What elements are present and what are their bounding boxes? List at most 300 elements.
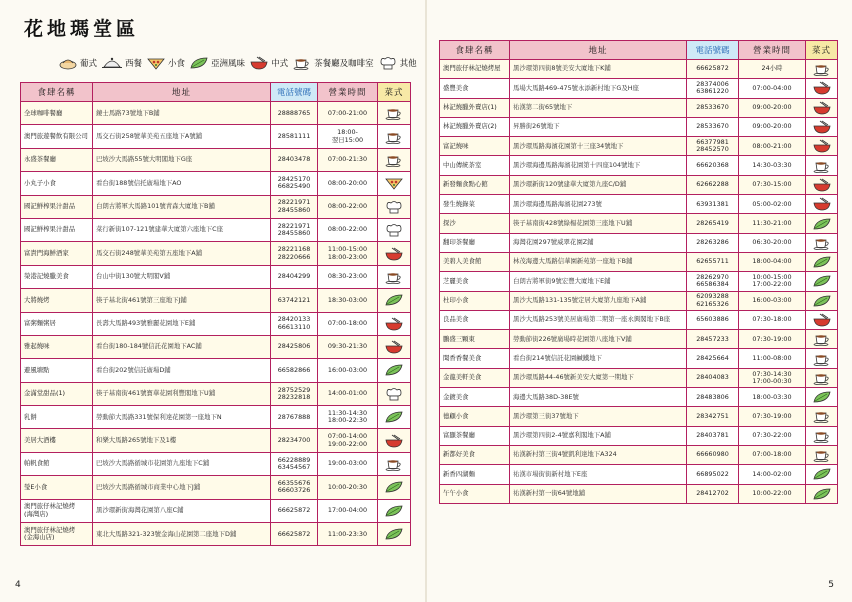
restaurant-hours: 18:30-03:00 bbox=[318, 289, 378, 312]
restaurant-phone: 66625872 bbox=[271, 499, 318, 522]
restaurant-hours: 09:30-21:30 bbox=[318, 335, 378, 358]
restaurant-name: 瑩E小食 bbox=[21, 476, 93, 499]
cuisine-type bbox=[806, 291, 838, 310]
bowl-icon bbox=[812, 313, 832, 327]
restaurant-phone: 28533670 bbox=[687, 98, 739, 117]
left-page bbox=[0, 0, 425, 602]
table-header bbox=[440, 41, 838, 60]
table-row bbox=[21, 265, 411, 288]
restaurant-phone: 66377981 28452570 bbox=[687, 137, 739, 156]
cuisine-type bbox=[378, 382, 411, 405]
restaurant-address: 黑沙環第四街8號美安大廈地下K鋪 bbox=[510, 60, 687, 79]
header-name: 食肆名稱 bbox=[21, 83, 93, 102]
restaurant-address: 黑沙環馬路44-46號新美安大廈第一期地下 bbox=[510, 368, 687, 387]
restaurant-name: 新香四湖麵 bbox=[440, 465, 510, 484]
table-row bbox=[21, 452, 411, 475]
restaurant-phone: 28425664 bbox=[687, 349, 739, 368]
bowl-icon bbox=[812, 120, 832, 134]
table-row bbox=[21, 382, 411, 405]
table-row bbox=[21, 172, 411, 195]
table-row bbox=[440, 79, 838, 98]
header-hours: 營業時間 bbox=[739, 41, 806, 60]
restaurant-phone: 28221971 28455860 bbox=[271, 195, 318, 218]
restaurant-hours: 11:30-21:00 bbox=[739, 214, 806, 233]
restaurant-address: 東北大馬路321-323號金海山花園第二座地下D鋪 bbox=[93, 523, 271, 546]
cup-icon bbox=[812, 409, 832, 423]
leaf-icon bbox=[384, 480, 404, 494]
leaf-icon bbox=[812, 390, 832, 404]
bread-icon bbox=[58, 56, 78, 70]
cuisine-type bbox=[806, 426, 838, 445]
restaurant-address: 和樂大馬路265號地下及1樓 bbox=[93, 429, 271, 452]
restaurant-table-right bbox=[439, 40, 838, 504]
cuisine-type bbox=[806, 233, 838, 252]
restaurant-phone: 28404083 bbox=[687, 368, 739, 387]
restaurant-address: 海邊大馬路38D-38E號 bbox=[510, 388, 687, 407]
restaurant-address: 黑沙環新街120號建華大廈第九座C/D鋪 bbox=[510, 175, 687, 194]
restaurant-name: 探沙 bbox=[440, 214, 510, 233]
restaurant-address: 黑沙環第三街37號地下 bbox=[510, 407, 687, 426]
restaurant-hours: 09:00-20:00 bbox=[739, 98, 806, 117]
restaurant-address: 黑沙環海邊馬路海濱花園第十四座104號地下 bbox=[510, 156, 687, 175]
restaurant-address: 黑沙環新街海灣花園第八座C鋪 bbox=[93, 499, 271, 522]
cuisine-type bbox=[378, 499, 411, 522]
restaurant-address: 筷子基南街461號寶華花園利豐閣地下U鋪 bbox=[93, 382, 271, 405]
table-row bbox=[440, 368, 838, 387]
table-row bbox=[440, 175, 838, 194]
restaurant-name: 富記燒味 bbox=[440, 137, 510, 156]
cup-icon bbox=[384, 270, 404, 284]
table-row bbox=[440, 60, 838, 79]
table-row bbox=[21, 312, 411, 335]
restaurant-table-left bbox=[20, 82, 411, 546]
table-header bbox=[21, 83, 411, 102]
restaurant-phone: 28374006 63861220 bbox=[687, 79, 739, 98]
restaurant-hours: 18:00-03:30 bbox=[739, 388, 806, 407]
table-row bbox=[21, 148, 411, 171]
restaurant-hours: 07:00-21:00 bbox=[318, 102, 378, 125]
restaurant-phone: 66625872 bbox=[687, 60, 739, 79]
legend-other: 其他 bbox=[378, 56, 417, 70]
restaurant-address: 巴坡沙大馬路循城市花園第九座地下C鋪 bbox=[93, 452, 271, 475]
cuisine-type bbox=[378, 289, 411, 312]
restaurant-hours: 10:00-20:30 bbox=[318, 476, 378, 499]
restaurant-hours: 11:00-08:00 bbox=[739, 349, 806, 368]
restaurant-hours: 07:30-15:00 bbox=[739, 175, 806, 194]
restaurant-address: 台山中街130號大明閣V鋪 bbox=[93, 265, 271, 288]
table-row bbox=[440, 156, 838, 175]
cuisine-type bbox=[806, 349, 838, 368]
bowl-icon bbox=[384, 340, 404, 354]
table-row bbox=[440, 330, 838, 349]
cuisine-type bbox=[378, 476, 411, 499]
restaurant-name: 避風塘點 bbox=[21, 359, 93, 382]
legend-portuguese: 葡式 bbox=[58, 56, 97, 70]
header-address: 地址 bbox=[93, 83, 271, 102]
restaurant-phone: 28425170 66825490 bbox=[271, 172, 318, 195]
table-row bbox=[21, 195, 411, 218]
cuisine-type bbox=[378, 265, 411, 288]
cuisine-type bbox=[806, 252, 838, 271]
legend-snacks: 小食 bbox=[146, 56, 185, 70]
legend-cafe: 茶餐廳及咖啡室 bbox=[292, 56, 374, 70]
page-title: 花地瑪堂區 bbox=[24, 18, 140, 40]
restaurant-name: 大將燒烤 bbox=[21, 289, 93, 312]
cuisine-type bbox=[806, 60, 838, 79]
cake-icon bbox=[378, 56, 398, 70]
cup-icon bbox=[812, 448, 832, 462]
bowl-icon bbox=[812, 139, 832, 153]
restaurant-phone: 66228889 63454567 bbox=[271, 452, 318, 475]
restaurant-hours: 11:00-15:00 18:00-23:00 bbox=[318, 242, 378, 265]
header-hours: 營業時間 bbox=[318, 83, 378, 102]
cuisine-type bbox=[378, 125, 411, 148]
header-type: 菜式 bbox=[378, 83, 411, 102]
table-row bbox=[21, 406, 411, 429]
restaurant-phone: 28263286 bbox=[687, 233, 739, 252]
cuisine-type bbox=[806, 272, 838, 291]
cup-icon bbox=[384, 106, 404, 120]
leaf-icon bbox=[812, 467, 832, 481]
cuisine-type bbox=[378, 195, 411, 218]
restaurant-hours: 07:00-21:30 bbox=[318, 148, 378, 171]
restaurant-phone: 28234700 bbox=[271, 429, 318, 452]
leaf-icon bbox=[189, 56, 209, 70]
restaurant-phone: 66620368 bbox=[687, 156, 739, 175]
restaurant-phone: 28457233 bbox=[687, 330, 739, 349]
restaurant-name: 澳門旅仔林記燒烤 (海灣店) bbox=[21, 499, 93, 522]
cuisine-type bbox=[806, 156, 838, 175]
right-page bbox=[427, 0, 852, 602]
restaurant-hours: 08:00-22:00 bbox=[318, 195, 378, 218]
cake-icon bbox=[384, 223, 404, 237]
restaurant-phone: 62093288 62165326 bbox=[687, 291, 739, 310]
restaurant-address: 黑沙環馬路海濱花園第十三座34號地下 bbox=[510, 137, 687, 156]
restaurant-hours: 07:30-19:00 bbox=[739, 407, 806, 426]
restaurant-name: 小丸子小食 bbox=[21, 172, 93, 195]
restaurant-name: 富粥麵粥居 bbox=[21, 312, 93, 335]
restaurant-phone: 28533670 bbox=[687, 117, 739, 136]
restaurant-address: 馬場大馬路469-475號永添新村地下G及H座 bbox=[510, 79, 687, 98]
leaf-icon bbox=[812, 217, 832, 231]
bowl-icon bbox=[249, 56, 269, 70]
restaurant-hours: 14:00-01:00 bbox=[318, 382, 378, 405]
header-type: 菜式 bbox=[806, 41, 838, 60]
cuisine-legend bbox=[58, 56, 421, 70]
leaf-icon bbox=[384, 527, 404, 541]
restaurant-address: 林茂海邊大馬路信華園新苑第一座地下B鋪 bbox=[510, 252, 687, 271]
cup-icon bbox=[812, 371, 832, 385]
bowl-icon bbox=[812, 197, 832, 211]
cuisine-type bbox=[378, 429, 411, 452]
restaurant-hours: 18:00- 翌日15:00 bbox=[318, 125, 378, 148]
legend-chinese: 中式 bbox=[249, 56, 288, 70]
leaf-icon bbox=[812, 255, 832, 269]
cup-icon bbox=[812, 429, 832, 443]
cuisine-type bbox=[378, 359, 411, 382]
restaurant-phone: 66355676 66603726 bbox=[271, 476, 318, 499]
restaurant-phone: 28221971 28455860 bbox=[271, 218, 318, 241]
bowl-icon bbox=[812, 101, 832, 115]
cuisine-type bbox=[806, 98, 838, 117]
restaurant-phone: 28342751 bbox=[687, 407, 739, 426]
restaurant-name: 富顯茶餐廳 bbox=[440, 426, 510, 445]
cuisine-type bbox=[806, 310, 838, 329]
restaurant-name: 金鍍美食 bbox=[440, 388, 510, 407]
header-address: 地址 bbox=[510, 41, 687, 60]
restaurant-name: 鵬盛三顆東 bbox=[440, 330, 510, 349]
table-row bbox=[440, 445, 838, 464]
restaurant-address: 昇勝街26號地下 bbox=[510, 117, 687, 136]
restaurant-address: 筷子基南街428號綠楊花園第三座地下U鋪 bbox=[510, 214, 687, 233]
restaurant-hours: 08:00-21:00 bbox=[739, 137, 806, 156]
leaf-icon bbox=[812, 274, 832, 288]
pizza-icon bbox=[384, 176, 404, 190]
cuisine-type bbox=[806, 137, 838, 156]
restaurant-hours: 10:00-15:00 17:00-22:00 bbox=[739, 272, 806, 291]
restaurant-address: 祐漢第二街65號地下 bbox=[510, 98, 687, 117]
cake-icon bbox=[384, 200, 404, 214]
restaurant-hours: 07:00-14:00 19:00-22:00 bbox=[318, 429, 378, 452]
table-row bbox=[440, 310, 838, 329]
cuisine-type bbox=[378, 406, 411, 429]
restaurant-hours: 16:00-03:00 bbox=[739, 291, 806, 310]
restaurant-address: 菜行新街107-121號建華大廈第六座地下C座 bbox=[93, 218, 271, 241]
cuisine-type bbox=[806, 79, 838, 98]
restaurant-address: 祐漢市場街街新村地下E座 bbox=[510, 465, 687, 484]
table-row bbox=[440, 407, 838, 426]
restaurant-phone: 28767888 bbox=[271, 406, 318, 429]
table-row bbox=[21, 359, 411, 382]
table-row bbox=[21, 523, 411, 546]
bowl-icon bbox=[384, 317, 404, 331]
restaurant-name: 新發麵食點心館 bbox=[440, 175, 510, 194]
table-row bbox=[21, 289, 411, 312]
table-row bbox=[21, 218, 411, 241]
header-phone: 電話號碼 bbox=[687, 41, 739, 60]
restaurant-hours: 07:30-14:30 17:00-00:30 bbox=[739, 368, 806, 387]
restaurant-name: 永盛茶餐廳 bbox=[21, 148, 93, 171]
restaurant-phone: 28262970 66586384 bbox=[687, 272, 739, 291]
restaurant-hours: 08:00-20:00 bbox=[318, 172, 378, 195]
cuisine-type bbox=[806, 195, 838, 214]
restaurant-name: 中山傳統茶室 bbox=[440, 156, 510, 175]
restaurant-address: 鏡士馬路73號地下B鋪 bbox=[93, 102, 271, 125]
leaf-icon bbox=[384, 363, 404, 377]
restaurant-hours: 07:00-04:00 bbox=[739, 79, 806, 98]
restaurant-hours: 10:00-22:00 bbox=[739, 484, 806, 503]
restaurant-address: 白朗古將軍街9號宏豐大廈地下E鋪 bbox=[510, 272, 687, 291]
restaurant-address: 巴坡沙大馬路循城市商業中心地下J鋪 bbox=[93, 476, 271, 499]
cuisine-type bbox=[378, 172, 411, 195]
restaurant-name: 林記燒臘外賣店(1) bbox=[440, 98, 510, 117]
table-row bbox=[21, 429, 411, 452]
restaurant-phone: 66660980 bbox=[687, 445, 739, 464]
restaurant-address: 看台街188號信托廣場地下AO bbox=[93, 172, 271, 195]
cake-icon bbox=[384, 387, 404, 401]
restaurant-phone: 65603886 bbox=[687, 310, 739, 329]
page-number-right: 5 bbox=[828, 580, 834, 590]
cup-icon bbox=[292, 56, 312, 70]
leaf-icon bbox=[812, 294, 832, 308]
table-row bbox=[21, 499, 411, 522]
cuisine-type bbox=[806, 407, 838, 426]
restaurant-hours: 08:00-22:00 bbox=[318, 218, 378, 241]
restaurant-phone: 63742121 bbox=[271, 289, 318, 312]
restaurant-name: 午午小食 bbox=[440, 484, 510, 503]
table-row bbox=[440, 233, 838, 252]
cuisine-type bbox=[806, 465, 838, 484]
table-row bbox=[21, 242, 411, 265]
cuisine-type bbox=[378, 452, 411, 475]
restaurant-phone: 28483806 bbox=[687, 388, 739, 407]
restaurant-phone: 28221168 28220666 bbox=[271, 242, 318, 265]
restaurant-address: 馬交石街258號華美苑五座地下A號鋪 bbox=[93, 125, 271, 148]
table-row bbox=[440, 272, 838, 291]
header-name: 食肆名稱 bbox=[440, 41, 510, 60]
restaurant-name: 美碧人美食館 bbox=[440, 252, 510, 271]
restaurant-name: 良品美食 bbox=[440, 310, 510, 329]
bowl-icon bbox=[812, 178, 832, 192]
restaurant-phone: 28425806 bbox=[271, 335, 318, 358]
table-row bbox=[440, 252, 838, 271]
restaurant-phone: 28752529 28232818 bbox=[271, 382, 318, 405]
bowl-icon bbox=[384, 434, 404, 448]
restaurant-hours: 14:30-03:30 bbox=[739, 156, 806, 175]
restaurant-phone: 66582866 bbox=[271, 359, 318, 382]
restaurant-address: 巴坡沙大馬路55號大明閣地下G座 bbox=[93, 148, 271, 171]
table-row bbox=[440, 137, 838, 156]
restaurant-name: 澳門旅仔林記燒烤屋 bbox=[440, 60, 510, 79]
restaurant-address: 勞動節大馬路331號保利達花園第一座地下N bbox=[93, 406, 271, 429]
restaurant-hours: 18:00-04:00 bbox=[739, 252, 806, 271]
table-row bbox=[440, 214, 838, 233]
leaf-icon bbox=[384, 504, 404, 518]
cuisine-type bbox=[378, 312, 411, 335]
restaurant-name: 聞香香餐美食 bbox=[440, 349, 510, 368]
restaurant-name: 澳門旅仔林記燒烤 (金海山店) bbox=[21, 523, 93, 546]
legend-western: 西餐 bbox=[101, 56, 142, 70]
restaurant-phone: 28403478 bbox=[271, 148, 318, 171]
cup-icon bbox=[812, 159, 832, 173]
cuisine-type bbox=[806, 484, 838, 503]
restaurant-phone: 62655711 bbox=[687, 252, 739, 271]
table-row bbox=[440, 195, 838, 214]
cuisine-type bbox=[806, 368, 838, 387]
cuisine-type bbox=[378, 218, 411, 241]
restaurant-phone: 28581111 bbox=[271, 125, 318, 148]
table-row bbox=[440, 291, 838, 310]
restaurant-hours: 24小時 bbox=[739, 60, 806, 79]
restaurant-address: 勞動節街226號廣場時花園第八座地下V鋪 bbox=[510, 330, 687, 349]
restaurant-address: 看台街202號信託廣場D鋪 bbox=[93, 359, 271, 382]
table-row bbox=[21, 102, 411, 125]
restaurant-hours: 05:00-02:00 bbox=[739, 195, 806, 214]
restaurant-address: 海灣花園297號威翠花園Z鋪 bbox=[510, 233, 687, 252]
leaf-icon bbox=[384, 293, 404, 307]
restaurant-hours: 11:00-23:30 bbox=[318, 523, 378, 546]
restaurant-name: 澳門旅遊餐飲有限公司 bbox=[21, 125, 93, 148]
restaurant-name: 國記鮮榨果汁甜品 bbox=[21, 195, 93, 218]
restaurant-hours: 07:30-19:00 bbox=[739, 330, 806, 349]
table-row bbox=[440, 117, 838, 136]
restaurant-address: 黑沙環海邊馬路海濱花園273號 bbox=[510, 195, 687, 214]
restaurant-phone: 28403781 bbox=[687, 426, 739, 445]
bowl-icon bbox=[812, 81, 832, 95]
restaurant-name: 金滿堂甜品(1) bbox=[21, 382, 93, 405]
restaurant-phone: 66625872 bbox=[271, 523, 318, 546]
cup-icon bbox=[812, 236, 832, 250]
cuisine-type bbox=[378, 148, 411, 171]
restaurant-phone: 28420133 66613110 bbox=[271, 312, 318, 335]
restaurant-phone: 28404299 bbox=[271, 265, 318, 288]
restaurant-hours: 06:30-20:00 bbox=[739, 233, 806, 252]
cuisine-type bbox=[806, 388, 838, 407]
restaurant-hours: 07:00-18:00 bbox=[318, 312, 378, 335]
leaf-icon bbox=[384, 410, 404, 424]
restaurant-name: 乳餅 bbox=[21, 406, 93, 429]
restaurant-address: 白朗古將軍大馬路101號青森大廈地下B舖 bbox=[93, 195, 271, 218]
restaurant-phone: 66895022 bbox=[687, 465, 739, 484]
restaurant-name: 杜印小食 bbox=[440, 291, 510, 310]
restaurant-name: 德顧小食 bbox=[440, 407, 510, 426]
page-number-left: 4 bbox=[15, 580, 21, 590]
table-row bbox=[21, 335, 411, 358]
cup-icon bbox=[384, 457, 404, 471]
cup-icon bbox=[812, 352, 832, 366]
cup-icon bbox=[384, 153, 404, 167]
cuisine-type bbox=[378, 242, 411, 265]
restaurant-hours: 17:00-04:00 bbox=[318, 499, 378, 522]
restaurant-name: 雅起燒味 bbox=[21, 335, 93, 358]
cuisine-type bbox=[806, 214, 838, 233]
cuisine-type bbox=[378, 523, 411, 546]
table-row bbox=[440, 465, 838, 484]
restaurant-phone: 28265419 bbox=[687, 214, 739, 233]
cup-icon bbox=[384, 130, 404, 144]
table-row bbox=[440, 349, 838, 368]
restaurant-name: 富貴門海鮮酒家 bbox=[21, 242, 93, 265]
restaurant-phone: 62662288 bbox=[687, 175, 739, 194]
restaurant-name: 帕帆食館 bbox=[21, 452, 93, 475]
table-row bbox=[440, 388, 838, 407]
restaurant-hours: 11:30-14:30 18:00-22:30 bbox=[318, 406, 378, 429]
restaurant-name: 發生燒錄菜 bbox=[440, 195, 510, 214]
cup-icon bbox=[812, 332, 832, 346]
restaurant-address: 黑沙環第四街2-4號嘉利閣地下A鋪 bbox=[510, 426, 687, 445]
table-row bbox=[21, 125, 411, 148]
restaurant-hours: 08:30-23:00 bbox=[318, 265, 378, 288]
restaurant-hours: 07:30-22:00 bbox=[739, 426, 806, 445]
restaurant-hours: 07:00-18:00 bbox=[739, 445, 806, 464]
restaurant-address: 看台街214號信託花園鹹鐵地下 bbox=[510, 349, 687, 368]
restaurant-phone: 63931381 bbox=[687, 195, 739, 214]
restaurant-phone: 28412702 bbox=[687, 484, 739, 503]
bowl-icon bbox=[384, 247, 404, 261]
pizza-icon bbox=[146, 56, 166, 70]
restaurant-name: 翻印茶餐廳 bbox=[440, 233, 510, 252]
cuisine-type bbox=[806, 117, 838, 136]
restaurant-hours: 09:00-20:00 bbox=[739, 117, 806, 136]
legend-asian: 亞洲風味 bbox=[189, 56, 245, 70]
table-row bbox=[440, 98, 838, 117]
restaurant-name: 林記燒臘外賣店(2) bbox=[440, 117, 510, 136]
cuisine-type bbox=[806, 175, 838, 194]
restaurant-hours: 07:30-18:00 bbox=[739, 310, 806, 329]
restaurant-hours: 14:00-02:00 bbox=[739, 465, 806, 484]
restaurant-name: 金龍美軒美食 bbox=[440, 368, 510, 387]
restaurant-address: 祐漢新村第三街4號凱利達地下A324 bbox=[510, 445, 687, 464]
